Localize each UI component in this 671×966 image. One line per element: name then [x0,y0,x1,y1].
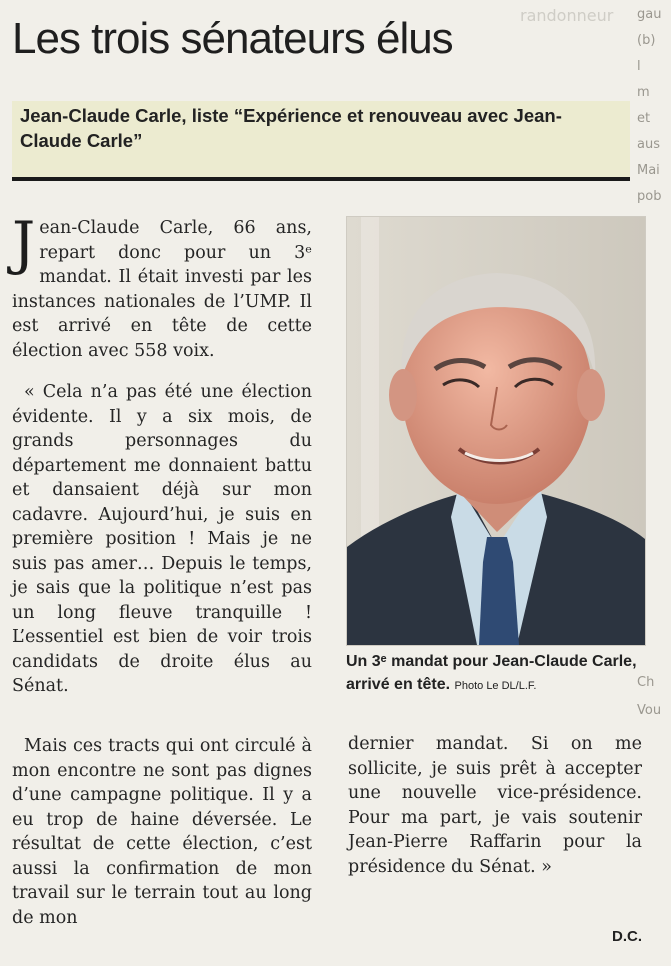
paragraph-intro-text: ean-Claude Carle, 66 ans, repart donc pour un 3ᵉ mandat. Il était investi par les instances nationales de l’UMP. Il est arrivé en tête de cette élection avec 558 voix. [12,218,312,361]
show-through-text: randonneur [520,6,614,25]
author-byline: D.C. [612,928,642,945]
article-headline: Les trois sénateurs élus [12,14,453,63]
bleed-fragment: pob [637,189,662,204]
bleed-fragment: Vou [637,703,662,718]
bleed-fragment: (b) [637,33,656,48]
bleed-fragment: m [637,85,650,100]
paragraph-quote: « Cela n’a pas été une élection évidente. Il y a six mois, de grands personnages du département me donnaient battu et dansaient déjà sur mon cadavre. Aujourd’hui, je suis en première position ! Mais je ne suis pas amer… Depuis le temps, je sais que la politique n’est pas un long fleuve tranquille ! L’essentiel est bien de voir trois candidats de droite élus au Sénat. [12,382,312,696]
bleed-fragment: aus [637,137,660,152]
bleed-fragment: l [637,59,641,74]
portrait-illustration [347,217,645,645]
paragraph-tracts: Mais ces tracts qui ont circulé à mon encontre ne sont pas dignes d’une campagne politique. Il y a eu trop de haine déversée. Le résultat de cette élection, c’est aussi la confirmation de mon travail sur le terrain tout au long de mon [12,736,312,928]
portrait-photo [346,216,646,646]
paragraph-intro [12,209,312,363]
section-divider [12,177,630,181]
bleed-fragment: gau [637,7,662,22]
paragraph-continuation: dernier mandat. Si on me sollicite, je suis prêt à accepter une nouvelle vice-présidence. Pour ma part, je vais soutenir Jean-Pierre Raffarin pour la présidence du Sénat. » [348,734,642,877]
bleed-fragment: et [637,111,651,126]
photo-credit: Photo Le DL/L.F. [454,680,537,692]
caption-text: Un 3ᵉ mandat pour Jean-Claude Carle, arrivé en tête. [346,653,637,693]
bleed-fragment: Mai [637,163,660,178]
article-subhead: Jean-Claude Carle, liste “Expérience et renouveau avec Jean-Claude Carle” [20,105,562,151]
photo-caption [346,650,644,698]
drop-cap: J [12,209,36,277]
bleed-fragment: Ch [637,675,655,690]
